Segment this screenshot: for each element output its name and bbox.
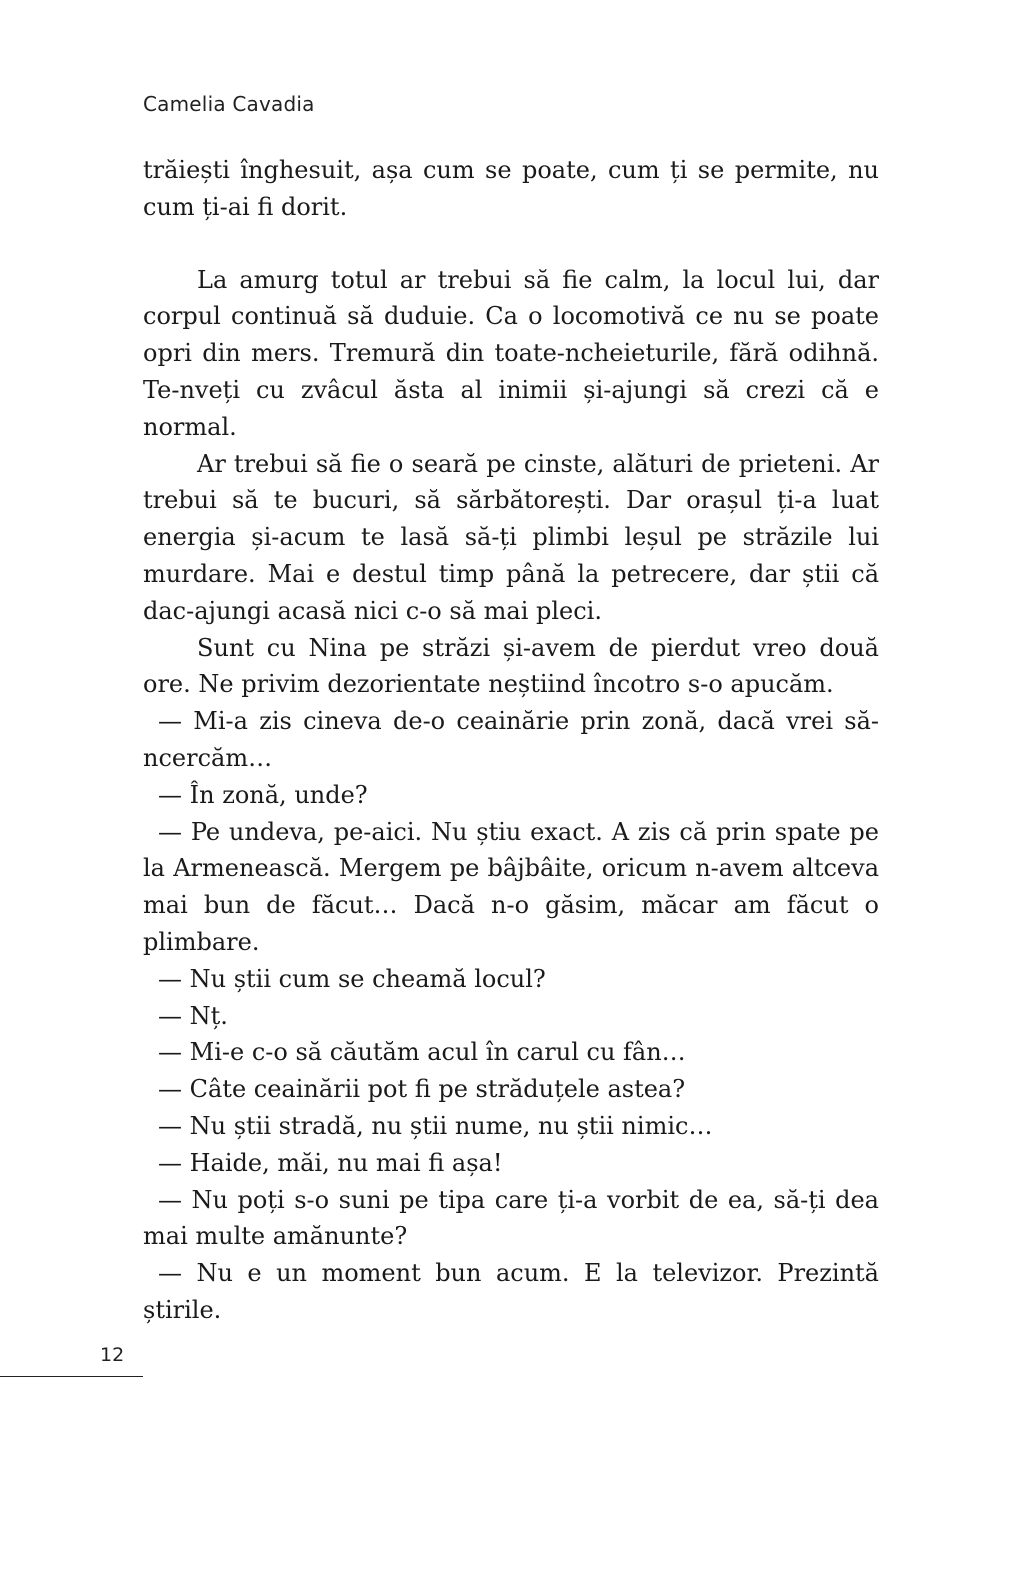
page-number: 12 <box>100 1344 125 1366</box>
running-head: Camelia Cavadia <box>143 92 315 116</box>
dialog-line: — Nu știi stradă, nu știi nume, nu știi nimic… <box>158 1111 713 1140</box>
paragraph: La amurg totul ar trebui să fie calm, la locul lui, dar corpul continuă să duduie. Ca o locomotivă ce nu se poate opri din mers. Tremură din toate-ncheieturile, fără odihnă. Te-nveți cu zvâcul ăsta al inimii și-ajungi să crezi că e normal. <box>143 265 879 441</box>
paragraph-continuation: trăiești înghesuit, așa cum se poate, cum ți se permite, nu cum ți-ai fi dorit. <box>143 156 879 221</box>
dialog-line: — Nu poți s-o suni pe tipa care ți-a vorbit de ea, să-ți dea mai multe amănunte? <box>143 1185 879 1251</box>
page-number-rule <box>0 1376 143 1377</box>
dialog-line: — Mi-e c-o să căutăm acul în carul cu fân… <box>158 1038 686 1067</box>
dialog-line: — Nu e un moment bun acum. E la televizor. Prezintă știrile. <box>143 1259 879 1324</box>
dialog-line: — Câte ceainării pot fi pe străduțele astea? <box>158 1075 686 1104</box>
dialog-line: — Nu știi cum se cheamă locul? <box>158 964 546 993</box>
dialog-line: — Pe undeva, pe-aici. Nu știu exact. A zis că prin spate pe la Armenească. Mergem pe bâjbâite, oricum n-avem altceva mai bun de făcut… Dacă n-o găsim, măcar am făcut o plimbare. <box>143 817 879 956</box>
dialog-line: — Nț. <box>158 1001 228 1030</box>
body-text <box>143 152 879 1329</box>
dialog-line: — Mi-a zis cineva de-o ceainărie prin zonă, dacă vrei să-ncercăm… <box>143 707 879 772</box>
paragraph: Ar trebui să fie o seară pe cinste, alături de prieteni. Ar trebui să te bucuri, să sărbătorești. Dar orașul ți-a luat energia și-acum te lasă să-ți plimbi leșul pe străzile lui murdare. Mai e destul timp până la petrecere, dar știi că dac-ajungi acasă nici c-o să mai pleci. <box>143 449 879 625</box>
dialog-line: — Haide, măi, nu mai fi așa! <box>158 1148 503 1177</box>
paragraph: Sunt cu Nina pe străzi și-avem de pierdut vreo două ore. Ne privim dezorientate neștiind încotro s-o apucăm. <box>143 633 879 699</box>
dialog-line: — În zonă, unde? <box>158 780 368 809</box>
